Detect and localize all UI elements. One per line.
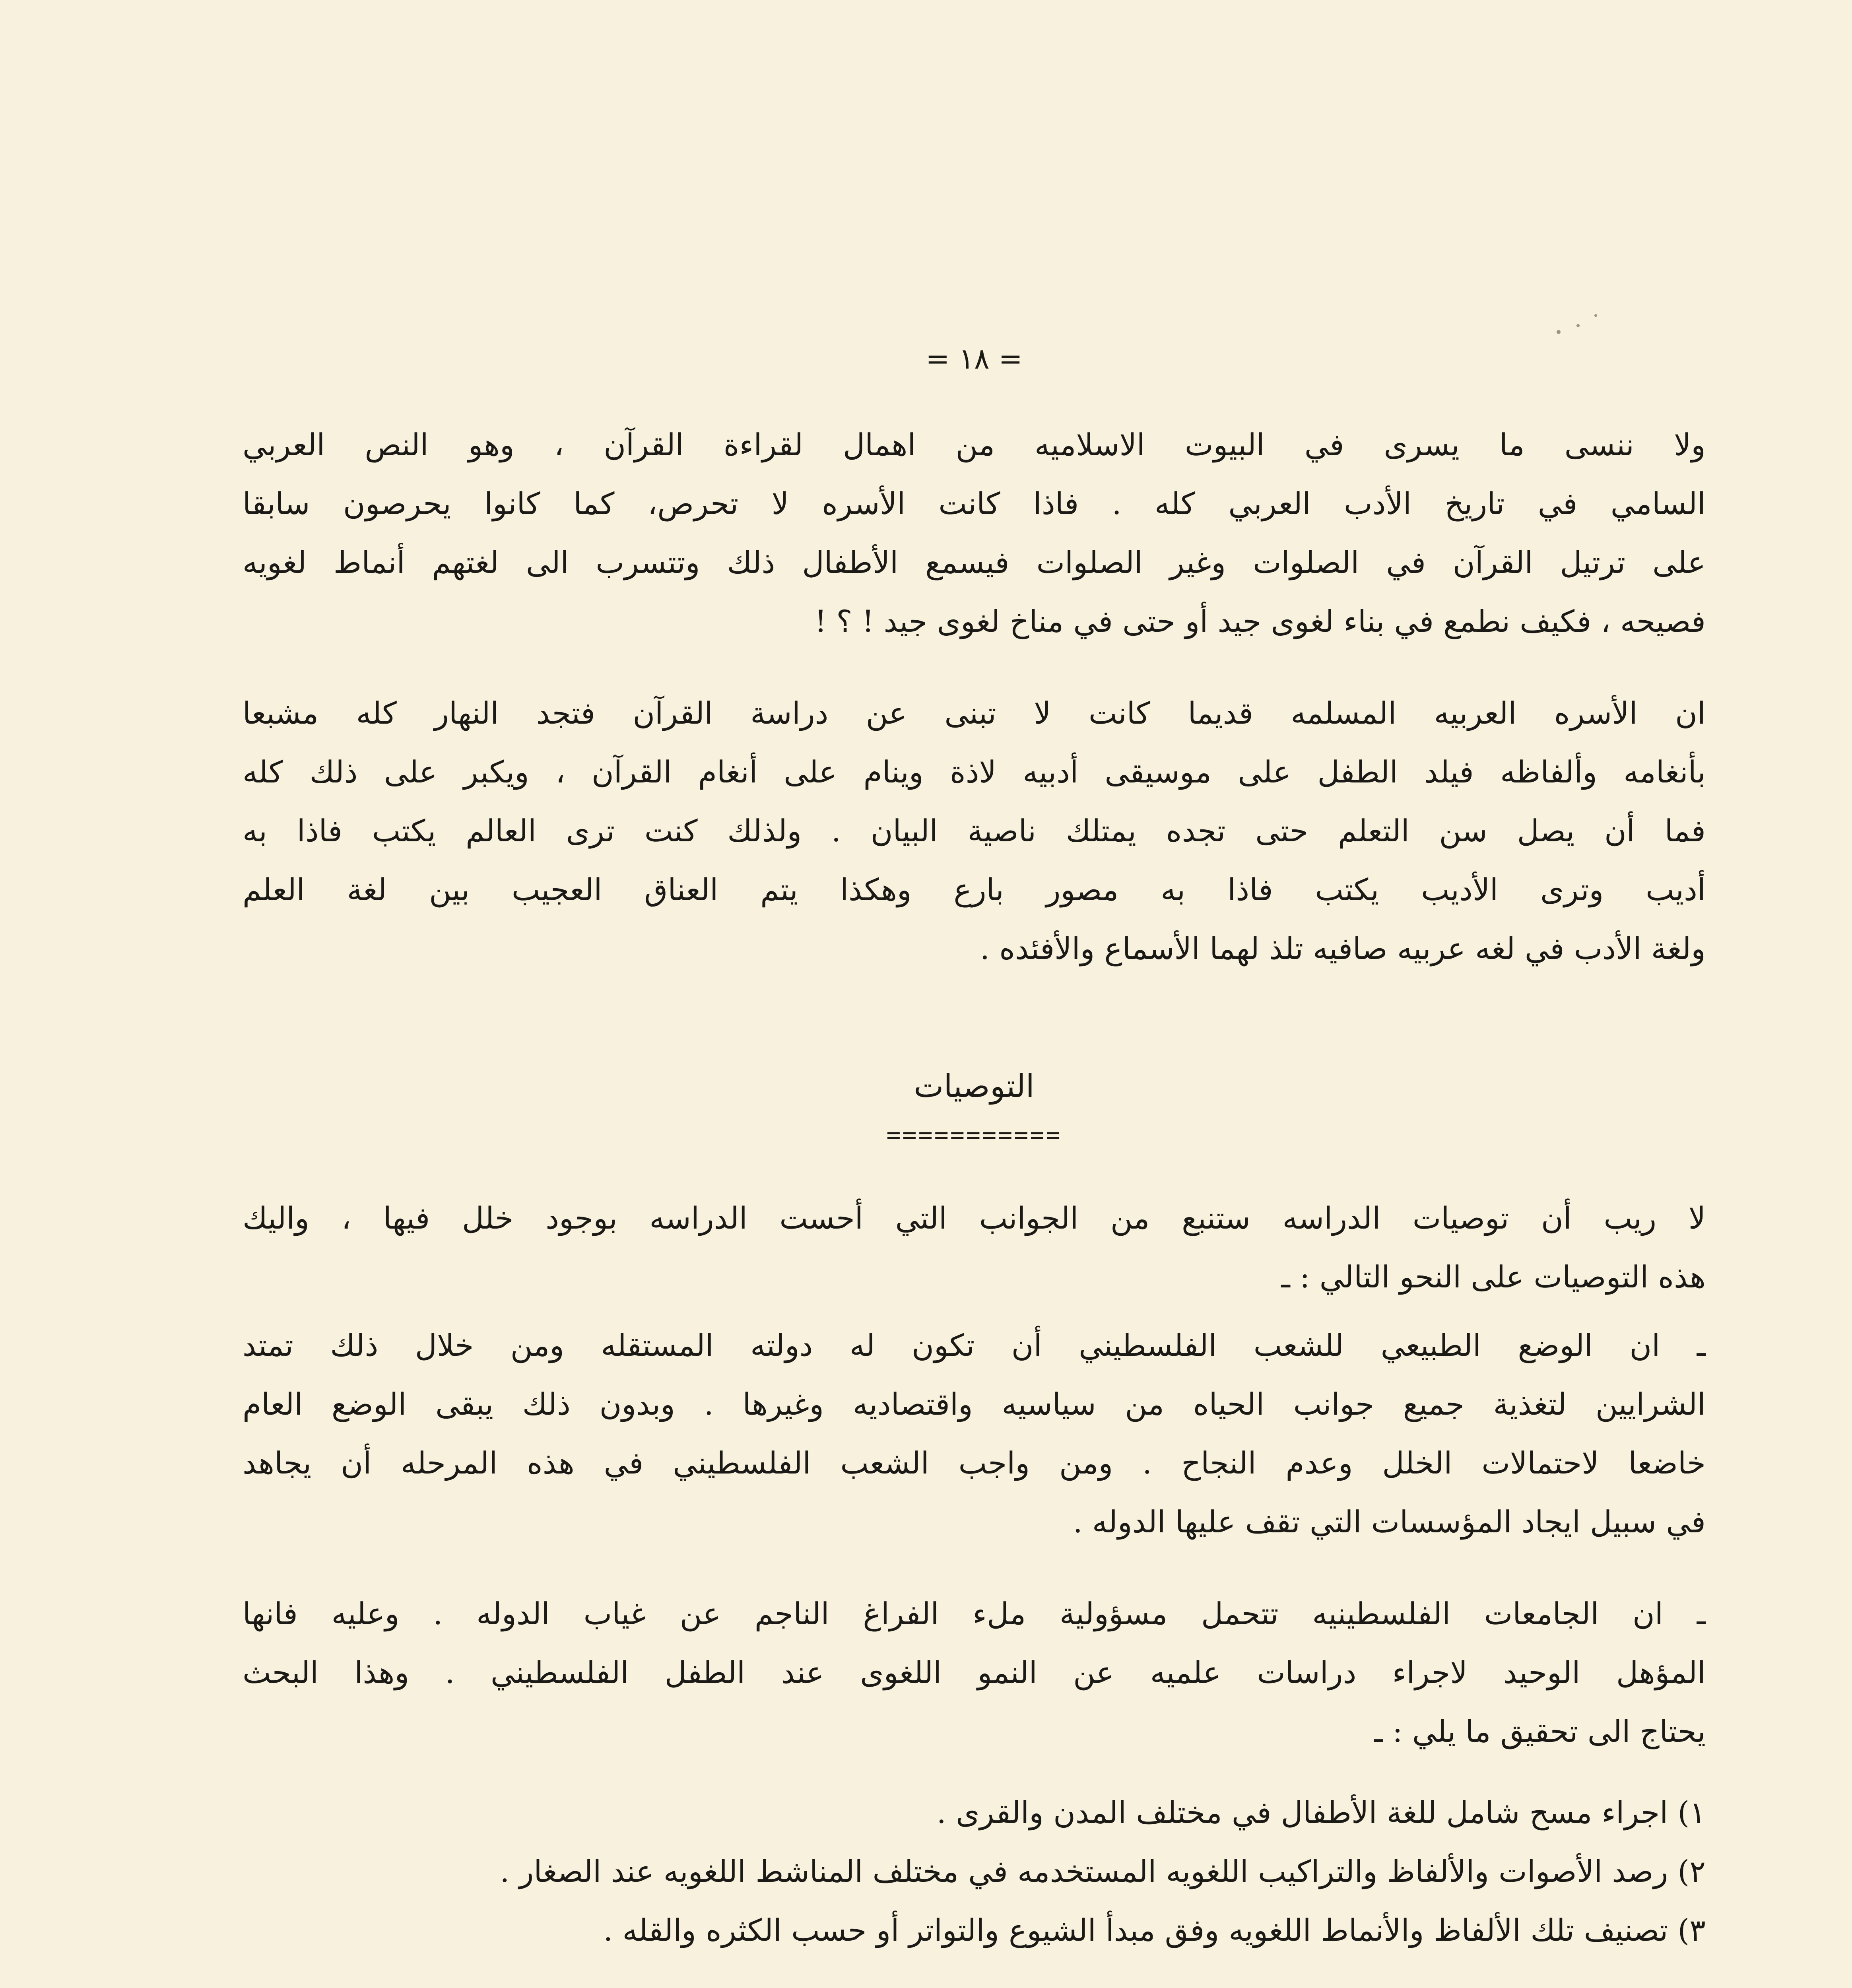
text-line: في سبيل ايجاد المؤسسات التي تقف عليها الدوله .: [1073, 1504, 1706, 1540]
list-item: ٢) رصد الأصوات والألفاظ والتراكيب اللغويه المستخدمه في مختلف المناشط اللغويه عند الصغار .: [500, 1854, 1706, 1889]
paragraph: [243, 1189, 1706, 1307]
text-line: ـ ان الوضع الطبيعي للشعب الفلسطيني أن تكون له دولته المستقله ومن خلال ذلك تمتد: [243, 1328, 1706, 1363]
text-line: فصيحه ، فكيف نطمع في بناء لغوى جيد أو حتى في مناخ لغوى جيد ! ؟ !: [814, 604, 1706, 639]
paragraph: [243, 1584, 1706, 1761]
text-line: بأنغامه وألفاظه فيلد الطفل على موسيقى أدبيه لاذة وينام على أنغام القرآن ، ويكبر على ذلك كله: [243, 754, 1706, 790]
text-line: الشرايين لتغذية جميع جوانب الحياه من سياسيه واقتصاديه وغيرها . وبدون ذلك يبقى الوضع العام: [243, 1386, 1706, 1422]
text-line: فما أن يصل سن التعلم حتى تجده يمتلك ناصية البيان . ولذلك كنت ترى العالم يكتب فاذا به: [243, 813, 1706, 848]
paragraph: [243, 415, 1706, 651]
text-line: هذه التوصيات على النحو التالي : ـ: [1281, 1259, 1706, 1295]
text-line: على ترتيل القرآن في الصلوات وغير الصلوات فيسمع الأطفال ذلك وتتسرب الى لغتهم أنماط لغويه: [243, 545, 1706, 580]
list-item: ١) اجراء مسح شامل للغة الأطفال في مختلف المدن والقرى .: [936, 1795, 1706, 1830]
text-line: خاضعا لاحتمالات الخلل وعدم النجاح . ومن واجب الشعب الفلسطيني في هذه المرحله أن يجاهد: [243, 1445, 1706, 1481]
text-line: أديب وترى الأديب يكتب فاذا به مصور بارع وهكذا يتم العناق العجيب بين لغة العلم: [243, 872, 1706, 907]
text-line: ولا ننسى ما يسرى في البيوت الاسلاميه من اهمال لقراءة القرآن ، وهو النص العربي: [243, 427, 1706, 462]
heading-underline: ===========: [886, 1121, 1062, 1149]
text-line: ـ ان الجامعات الفلسطينيه تتحمل مسؤولية ملء الفراغ الناجم عن غياب الدوله . وعليه فانها: [243, 1596, 1706, 1631]
numbered-list: [243, 1783, 1706, 1960]
paragraph: [243, 1984, 1706, 1988]
page-number: = ١٨ =: [926, 342, 1023, 375]
paper-speck: [1557, 330, 1561, 334]
paper-speck: [1576, 324, 1580, 327]
text-line: ان الأسره العربيه المسلمه قديما كانت لا تبنى عن دراسة القرآن فتجد النهار كله مشبعا: [243, 695, 1706, 731]
text-line: [243, 1984, 1706, 1988]
recommendations-heading: التوصيات: [914, 1068, 1035, 1105]
list-item: ٣) تصنيف تلك الألفاظ والأنماط اللغويه وفق مبدأ الشيوع والتواتر أو حسب الكثره والقله .: [603, 1912, 1706, 1948]
paragraph: [243, 684, 1706, 978]
text-line: لا ريب أن توصيات الدراسه ستنبع من الجوانب التي أحست الدراسه بوجود خلل فيها ، واليك: [243, 1200, 1706, 1236]
text-area: [243, 342, 1706, 1988]
text-line: ولغة الأدب في لغه عربيه صافيه تلذ لهما الأسماع والأفئده .: [980, 931, 1706, 966]
text-line: السامي في تاريخ الأدب العربي كله . فاذا كانت الأسره لا تحرص، كما كانوا يحرصون سابقا: [243, 486, 1706, 521]
text-line: المؤهل الوحيد لاجراء دراسات علميه عن النمو اللغوى عند الطفل الفلسطيني . وهذا البحث: [243, 1655, 1706, 1690]
paper-speck: [1594, 314, 1597, 317]
paragraph: [243, 1316, 1706, 1551]
text-line: يحتاج الى تحقيق ما يلي : ـ: [1374, 1714, 1706, 1749]
